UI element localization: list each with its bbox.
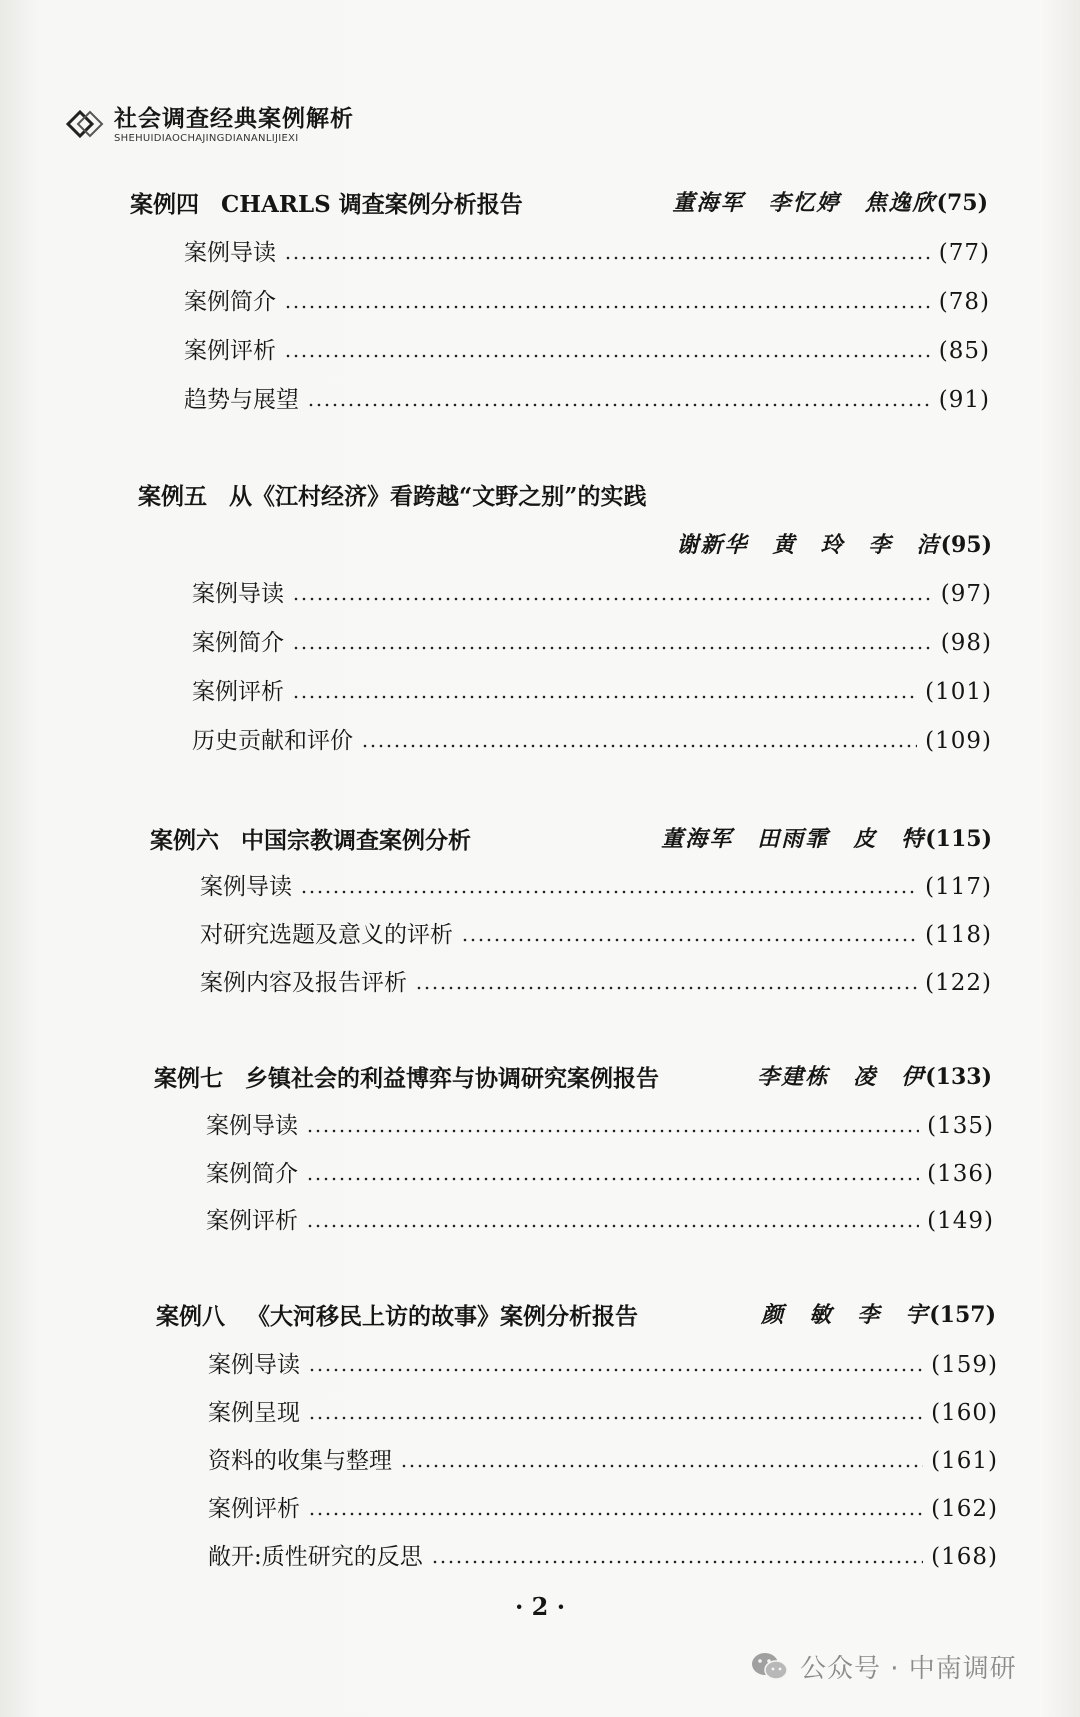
entry-page: (159) [931,1352,998,1378]
author-names: 董海军 李忆婷 焦逸欣 [672,190,937,216]
entry-page: (149) [927,1208,994,1234]
wechat-icon [750,1650,790,1684]
toc-entry[interactable] [208,1346,998,1380]
case-page: (133) [925,1064,992,1090]
leader-dots [300,890,917,894]
entry-page: (160) [931,1400,998,1426]
case-heading [138,478,646,511]
author-names: 谢新华 黄 玲 李 洁 [676,532,941,558]
toc-entry[interactable] [192,624,992,658]
book-logo-icon [66,106,106,142]
case-number: 案例五 [138,483,207,510]
toc-entry[interactable] [208,1538,998,1572]
entry-page: (85) [938,338,990,364]
entry-label: 案例导读 [208,1352,300,1378]
case-page: (95) [940,532,992,558]
entry-page: (77) [938,240,990,266]
entry-label: 案例导读 [200,874,292,900]
entry-page: (168) [931,1544,998,1570]
toc-entry[interactable] [208,1442,998,1476]
case-authors [661,822,992,853]
toc-entry[interactable] [200,964,992,998]
entry-label: 对研究选题及意义的评析 [200,922,453,948]
author-names: 董海军 田雨霏 皮 特 [661,826,926,852]
leader-dots [431,1560,923,1564]
author-names: 李建栋 凌 伊 [757,1064,926,1090]
case-heading [154,1060,659,1093]
leader-dots [307,403,931,407]
entry-label: 趋势与展望 [184,387,299,413]
leader-dots [361,744,917,748]
entry-label: 案例简介 [184,289,276,315]
toc-entry[interactable] [184,283,990,317]
toc-entry[interactable] [192,575,992,609]
toc-entry[interactable] [184,381,990,415]
entry-label: 案例评析 [192,679,284,705]
entry-page: (135) [927,1113,994,1139]
entry-page: (118) [925,922,992,948]
toc-entry[interactable] [206,1107,994,1141]
toc-entry[interactable] [208,1394,998,1428]
book-title: 社会调查经典案例解析 [114,106,354,132]
toc-entry[interactable] [206,1202,994,1236]
entry-label: 历史贡献和评价 [192,728,353,754]
entry-page: (161) [931,1448,998,1474]
case-title: CHARLS 调查案例分析报告 [221,191,523,218]
entry-label: 案例评析 [206,1208,298,1234]
leader-dots [461,938,917,942]
entry-page: (91) [938,387,990,413]
entry-label: 案例内容及报告评析 [200,970,407,996]
entry-label: 案例评析 [184,338,276,364]
entry-page: (117) [925,874,992,900]
entry-label: 案例导读 [206,1113,298,1139]
case-page: (157) [929,1302,996,1328]
entry-page: (109) [925,728,992,754]
case-heading [150,822,471,855]
entry-page: (101) [925,679,992,705]
toc-entry[interactable] [184,234,990,268]
case-title: 乡镇社会的利益博弈与协调研究案例报告 [245,1065,659,1092]
leader-dots [306,1177,919,1181]
leader-dots [308,1368,923,1372]
case-authors [761,1298,996,1329]
case-heading [156,1298,638,1331]
case-title: 《大河移民上访的故事》案例分析报告 [247,1303,638,1330]
toc-entry[interactable] [200,868,992,902]
author-names: 颜 敏 李 宇 [761,1302,930,1328]
toc-entry[interactable] [200,916,992,950]
leader-dots [415,986,917,990]
case-authors [673,186,988,217]
leader-dots [284,305,931,309]
case-number: 案例七 [154,1065,223,1092]
case-title: 从《江村经济》看跨越“文野之别”的实践 [229,483,647,510]
entry-label: 案例简介 [192,630,284,656]
running-header [66,106,354,145]
entry-page: (136) [927,1161,994,1187]
entry-label: 敞开:质性研究的反思 [208,1544,423,1570]
case-number: 案例六 [150,827,219,854]
leader-dots [284,256,931,260]
leader-dots [292,646,933,650]
case-authors [677,528,992,559]
leader-dots [308,1512,923,1516]
entry-label: 案例评析 [208,1496,300,1522]
toc-entry[interactable] [208,1490,998,1524]
case-number: 案例八 [156,1303,225,1330]
entry-page: (122) [925,970,992,996]
entry-label: 案例导读 [184,240,276,266]
page-number: · 2 · [514,1592,566,1621]
entry-label: 案例导读 [192,581,284,607]
case-page: (75) [936,190,988,216]
leader-dots [306,1224,919,1228]
entry-page: (78) [938,289,990,315]
case-title: 中国宗教调查案例分析 [241,827,471,854]
toc-entry[interactable] [184,332,990,366]
leader-dots [284,354,931,358]
book-title-pinyin: SHEHUIDIAOCHAJINGDIANANLIJIEXI [114,133,299,144]
leader-dots [292,597,933,601]
toc-entry[interactable] [206,1155,994,1189]
leader-dots [306,1129,919,1133]
entry-label: 案例简介 [206,1161,298,1187]
toc-entry[interactable] [192,673,992,707]
case-heading [130,186,523,219]
entry-label: 资料的收集与整理 [208,1448,392,1474]
case-number: 案例四 [130,191,199,218]
entry-label: 案例呈现 [208,1400,300,1426]
case-authors [757,1060,992,1091]
case-page: (115) [925,826,992,852]
entry-page: (98) [940,630,992,656]
entry-page: (97) [940,581,992,607]
watermark-text: 公众号 · 中南调研 [800,1654,1017,1684]
watermark [750,1648,1017,1685]
leader-dots [292,695,917,699]
leader-dots [400,1464,923,1468]
toc-entry[interactable] [192,722,992,756]
leader-dots [308,1416,923,1420]
entry-page: (162) [931,1496,998,1522]
